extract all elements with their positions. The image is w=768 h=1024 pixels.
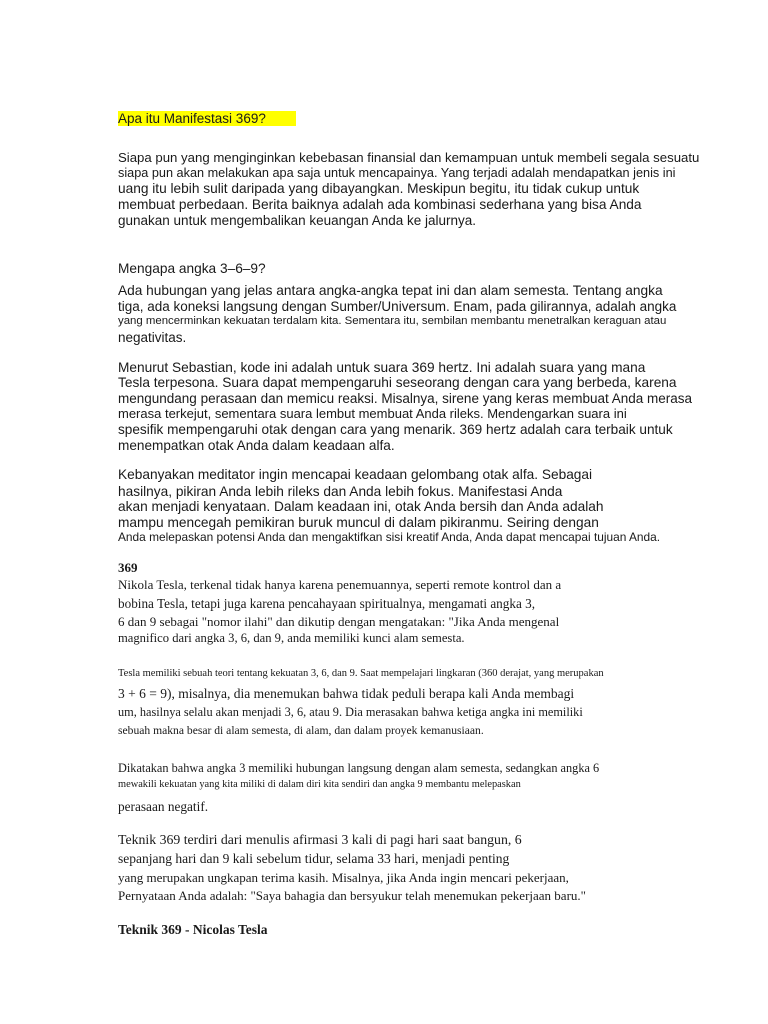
para6-line: 3 + 6 = 9), misalnya, dia menemukan bahwa tidak peduli berapa kali Anda membagi <box>118 686 575 701</box>
para3-line: Tesla terpesona. Suara dapat mempengaruhi seseorang dengan cara yang berbeda, karena <box>118 375 677 390</box>
para1-line: Siapa pun yang menginginkan kebebasan finansial dan kemampuan untuk membeli segala sesuatu <box>118 150 700 165</box>
footer-title: Teknik 369 - Nicolas Tesla <box>118 922 268 937</box>
para6-line: Tesla memiliki sebuah teori tentang kekuatan 3, 6, dan 9. Saat mempelajari lingkaran (360 derajat, yang merupakan <box>118 668 604 679</box>
page-heading <box>118 111 296 126</box>
para8-line: yang merupakan ungkapan terima kasih. Misalnya, jika Anda ingin mencari pekerjaan, <box>118 870 569 885</box>
para2-line: tiga, ada koneksi langsung dengan Sumber/Universum. Enam, pada gilirannya, adalah angka <box>118 299 677 314</box>
para5-line: 6 dan 9 sebagai "nomor ilahi" dan dikutip dengan mengatakan: "Jika Anda mengenal <box>118 614 560 629</box>
para7-line: perasaan negatif. <box>118 799 209 814</box>
para7-line: Dikatakan bahwa angka 3 memiliki hubungan langsung dengan alam semesta, sedangkan angka 6 <box>118 761 600 775</box>
para2-line: Ada hubungan yang jelas antara angka-angka tepat ini dan alam semesta. Tentang angka <box>118 283 663 298</box>
para4-line: Kebanyakan meditator ingin mencapai keadaan gelombang otak alfa. Sebagai <box>118 467 593 482</box>
para1-line: siapa pun akan melakukan apa saja untuk mencapainya. Yang terjadi adalah mendapatkan jenis ini <box>118 166 676 180</box>
para8-line: Teknik 369 terdiri dari menulis afirmasi 3 kali di pagi hari saat bangun, 6 <box>118 832 522 847</box>
para4-line: mampu mencegah pemikiran buruk muncul di dalam pikiranmu. Seiring dengan <box>118 515 599 530</box>
para5-line: magnifico dari angka 3, 6, dan 9, anda memiliki kunci alam semesta. <box>118 631 465 645</box>
para4-line: akan menjadi kenyataan. Dalam keadaan ini, otak Anda bersih dan Anda adalah <box>118 499 604 514</box>
para3-line: mengundang perasaan dan memicu reaksi. Misalnya, sirene yang keras membuat Anda merasa <box>118 391 693 406</box>
para6-line: um, hasilnya selalu akan menjadi 3, 6, atau 9. Dia merasakan bahwa ketiga angka ini memiliki <box>118 705 583 719</box>
section-title: 369 <box>118 560 138 575</box>
heading-highlight: Apa itu Manifestasi 369? <box>118 111 296 126</box>
para2-line: yang mencerminkan kekuatan terdalam kita. Sementara itu, sembilan membantu menetralkan keraguan atau <box>118 315 667 327</box>
para8-line: Pernyataan Anda adalah: "Saya bahagia dan bersyukur telah menemukan pekerjaan baru." <box>118 888 586 903</box>
para3-line: spesifik mempengaruhi otak dengan cara yang menarik. 369 hertz adalah cara terbaik untuk <box>118 422 673 437</box>
para4-line: Anda melepaskan potensi Anda dan mengaktifkan sisi kreatif Anda, Anda dapat mencapai tujuan Anda. <box>118 530 661 544</box>
para5-line: Nikola Tesla, terkenal tidak hanya karena penemuannya, seperti remote kontrol dan a <box>118 577 562 592</box>
para4-line: hasilnya, pikiran Anda lebih rileks dan Anda lebih fokus. Manifestasi Anda <box>118 484 563 499</box>
para3-line: Menurut Sebastian, kode ini adalah untuk suara 369 hertz. Ini adalah suara yang mana <box>118 360 646 375</box>
para7-line: mewakili kekuatan yang kita miliki di dalam diri kita sendiri dan angka 9 membantu melepaskan <box>118 779 521 790</box>
para2-line: negativitas. <box>118 330 187 345</box>
subheading: Mengapa angka 3–6–9? <box>118 261 266 276</box>
para1-line: gunakan untuk mengembalikan keuangan Anda ke jalurnya. <box>118 213 477 228</box>
para8-line: sepanjang hari dan 9 kali sebelum tidur, selama 33 hari, menjadi penting <box>118 851 510 866</box>
para1-line: uang itu lebih sulit daripada yang dibayangkan. Meskipun begitu, itu tidak cukup untuk <box>118 181 640 196</box>
para1-line: membuat perbedaan. Berita baiknya adalah ada kombinasi sederhana yang bisa Anda <box>118 197 642 212</box>
para6-line: sebuah makna besar di alam semesta, di alam, dan dalam proyek kemanusiaan. <box>118 724 484 737</box>
para3-line: menempatkan otak Anda dalam keadaan alfa. <box>118 438 395 453</box>
para3-line: merasa terkejut, sementara suara lembut membuat Anda rileks. Mendengarkan suara ini <box>118 406 627 421</box>
para5-line: bobina Tesla, tetapi juga karena pencahayaan spiritualnya, mengamati angka 3, <box>118 596 536 611</box>
